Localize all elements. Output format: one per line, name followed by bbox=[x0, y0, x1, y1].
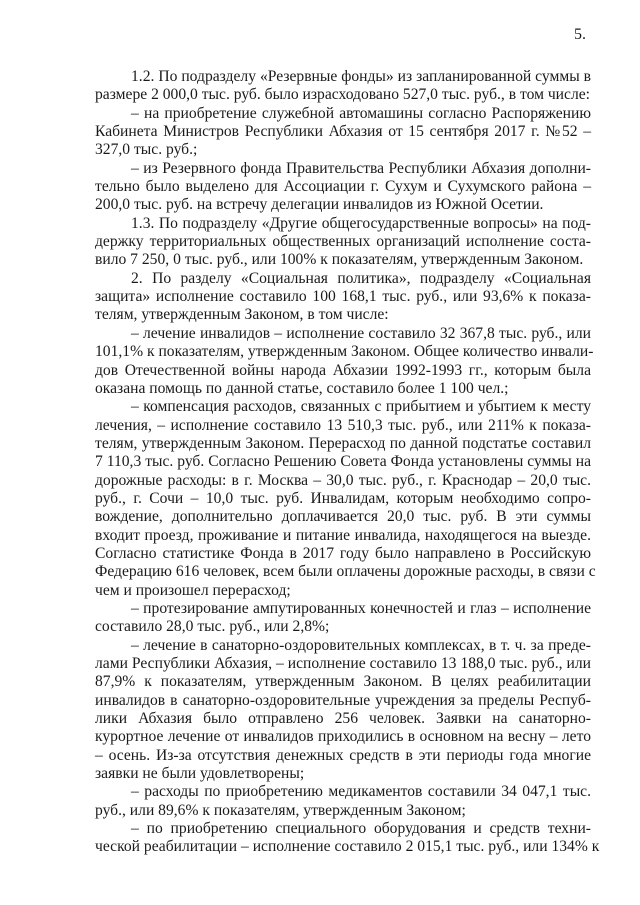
text-line: размере 2 000,0 тыс. руб. было израсходовано 527,0 тыс. руб., в том числе: bbox=[95, 86, 590, 104]
paragraph bbox=[95, 783, 591, 820]
text-line: 2. По разделу «Социальная политика», подразделу «Социальная bbox=[131, 269, 591, 287]
text-line: защита» исполнение составило 100 168,1 тыс. руб., или 93,6% к показа- bbox=[95, 288, 591, 306]
paragraph bbox=[95, 637, 591, 784]
text-line: лечения, – исполнение составило 13 510,3 тыс. руб., или 211% к показа- bbox=[95, 416, 591, 434]
text-line: дорожные расходы: в г. Москва – 30,0 тыс. руб., г. Краснодар – 20,0 тыс. bbox=[95, 471, 591, 489]
text-line: 200,0 тыс. руб. на встречу делегации инвалидов из Южной Осетии. bbox=[95, 196, 544, 214]
text-line: Кабинета Министров Республики Абхазия от 15 сентября 2017 г. №52 – bbox=[95, 123, 591, 141]
text-line: 1.3. По подразделу «Другие общегосударственные вопросы» на под- bbox=[131, 214, 591, 232]
text-line: инвалидов в санаторно-оздоровительные учреждения за пределы Респуб- bbox=[95, 691, 591, 709]
paragraph bbox=[95, 820, 600, 857]
paragraph bbox=[95, 105, 591, 160]
text-line: 1.2. По подразделу «Резервные фонды» из запланированной суммы в bbox=[131, 68, 591, 85]
paragraph bbox=[95, 324, 594, 398]
text-line: – из Резервного фонда Правительства Республики Абхазия дополни- bbox=[131, 159, 591, 177]
text-line: – протезирование ампутированных конечностей и глаз – исполнение bbox=[131, 599, 591, 617]
text-line: составило 28,0 тыс. руб., или 2,8%; bbox=[95, 618, 330, 636]
text-line: 101,1% к показателям, утвержденным Законом. Общее количество инвали- bbox=[95, 343, 594, 361]
text-line: – осень. Из-за отсутствия денежных средств в эти периоды года многие bbox=[95, 746, 591, 764]
text-line: Федерацию 616 человек, всем были оплачены дорожные расходы, в связи с bbox=[95, 563, 596, 581]
text-line: руб., г. Сочи – 10,0 тыс. руб. Инвалидам, которым необходимо сопро- bbox=[95, 489, 591, 507]
text-line: 7 110,3 тыс. руб. Согласно Решению Совета Фонда установлены суммы на bbox=[95, 453, 591, 471]
paragraph bbox=[95, 398, 596, 600]
text-line: чем и произошел перерасход; bbox=[95, 581, 291, 599]
text-line: – по приобретению специального оборудования и средств техни- bbox=[131, 820, 591, 838]
text-line: руб., или 89,6% к показателям, утвержденным Законом; bbox=[95, 801, 466, 819]
text-line: ческой реабилитации – исполнение составило 2 015,1 тыс. руб., или 134% к bbox=[95, 838, 600, 856]
paragraph bbox=[95, 215, 591, 270]
text-line: лами Республики Абхазия, – исполнение составило 13 188,0 тыс. руб., или bbox=[95, 655, 591, 672]
text-line: вождение, дополнительно доплачивается 20,0 тыс. руб. В эти суммы bbox=[95, 508, 591, 526]
text-line: оказана помощь по данной статье, составило более 1 100 чел.; bbox=[95, 379, 509, 397]
text-line: держку территориальных общественных организаций исполнение соста- bbox=[95, 233, 591, 251]
text-line: – расходы по приобретению медикаментов составили 34 047,1 тыс. bbox=[131, 783, 591, 801]
text-line: курортное лечение от инвалидов приходились в основном на весну – лето bbox=[95, 728, 591, 746]
paragraph bbox=[95, 160, 591, 215]
text-line: – лечение инвалидов – исполнение составило 32 367,8 тыс. руб., или bbox=[131, 324, 591, 342]
text-line: вило 7 250, 0 тыс. руб., или 100% к показателям, утвержденным Законом. bbox=[95, 251, 584, 269]
text-line: тельно было выделено для Ассоциации г. Сухум и Сухумского района – bbox=[95, 178, 591, 196]
text-line: – компенсация расходов, связанных с прибытием и убытием к месту bbox=[131, 398, 591, 416]
text-line: заявки не были удовлетворены; bbox=[95, 765, 305, 783]
paragraph bbox=[95, 600, 591, 637]
paragraph bbox=[95, 270, 591, 325]
text-line: входит проезд, проживание и питание инвалида, находящегося на выезде. bbox=[95, 526, 591, 544]
text-line: 87,9% к показателям, утвержденным Законом. В целях реабилитации bbox=[95, 673, 591, 691]
text-line: Согласно статистике Фонда в 2017 году было направлено в Российскую bbox=[95, 544, 591, 562]
text-line: телям, утвержденным Законом, в том числе: bbox=[95, 306, 389, 324]
text-line: дов Отечественной войны народа Абхазии 1992-1993 гг., которым была bbox=[95, 361, 591, 379]
text-line: – на приобретение служебной автомашины согласно Распоряжению bbox=[131, 104, 591, 122]
text-line: телям, утвержденным Законом. Перерасход по данной подстатье составил bbox=[95, 434, 591, 452]
text-line: – лечение в санаторно-оздоровительных комплексах, в т. ч. за преде- bbox=[131, 636, 591, 654]
text-line: лики Абхазия было отправлено 256 человек. Заявки на санаторно- bbox=[95, 710, 591, 728]
document-body bbox=[95, 68, 600, 857]
paragraph bbox=[95, 68, 591, 105]
text-line: 327,0 тыс. руб.; bbox=[95, 141, 198, 159]
page-number: 5. bbox=[574, 26, 586, 43]
